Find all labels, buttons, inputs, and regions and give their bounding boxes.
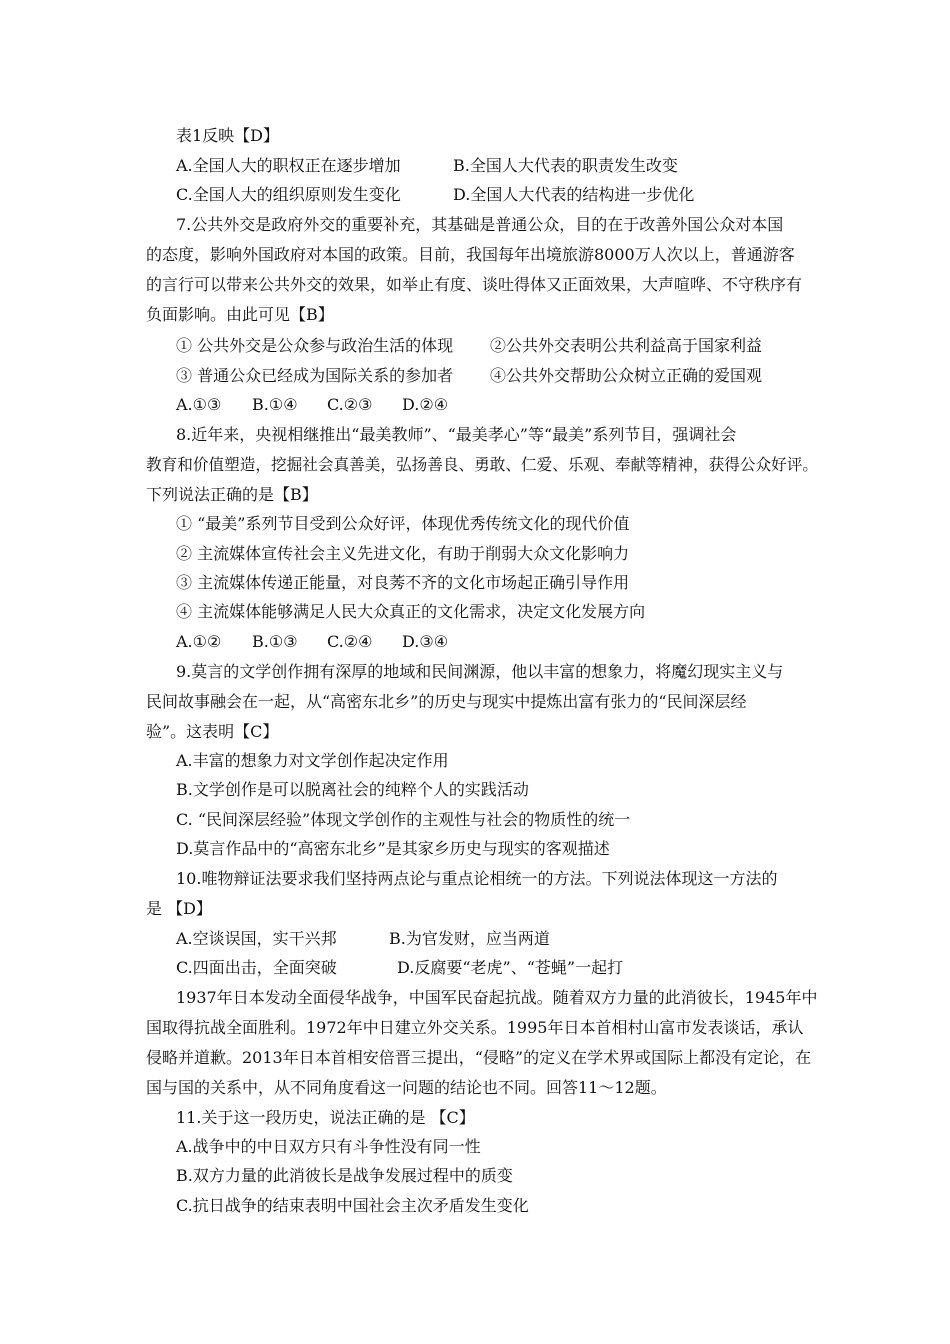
q8-stem-line-2: 教育和价值塑造，挖掘社会真善美，弘扬善良、勇敢、仁爱、乐观、奉献等精神，获得公众好评。 (146, 455, 818, 474)
q7-stem-line-1: 7.公共外交是政府外交的重要补充，其基础是普通公众，目的在于改善外国公众对本国 (176, 215, 784, 234)
q8-statement-4: ④ 主流媒体能够满足人民大众真正的文化需求，决定文化发展方向 (176, 602, 646, 621)
q10-option-c: C.四面出击，全面突破 (176, 958, 337, 977)
q8-stem-line-3: 下列说法正确的是【B】 (146, 485, 318, 504)
q7-statement-4: ④公共外交帮助公众树立正确的爱国观 (490, 366, 763, 385)
q7-stem-line-3: 的言行可以带来公共外交的效果，如举止有度、谈吐得体又正面效果，大声喧哗、不守秩序有 (146, 275, 803, 294)
q9-stem-line-2: 民间故事融会在一起，从“高密东北乡”的历史与现实中提炼出富有张力的“民间深层经 (146, 692, 747, 711)
q9-stem-line-1: 9.莫言的文学创作拥有深厚的地域和民间渊源，他以丰富的想象力，将魔幻现实主义与 (176, 662, 784, 681)
table-reference-line: 表1反映【D】 (176, 126, 280, 145)
q8-statement-2: ② 主流媒体宣传社会主义先进文化，有助于削弱大众文化影响力 (176, 544, 630, 563)
q8-option-a: A.①② (176, 632, 222, 651)
passage-line-3: 侵略并道歉。2013年日本首相安倍晋三提出，“侵略”的定义在学术界或国际上都没有定论，在 (146, 1048, 812, 1067)
q8-statement-3: ③ 主流媒体传递正能量，对良莠不齐的文化市场起正确引导作用 (176, 573, 630, 592)
passage-line-4: 国与国的关系中，从不同角度看这一问题的结论也不同。回答11～12题。 (146, 1078, 667, 1097)
q11-option-a: A.战争中的中日双方只有斗争性没有同一性 (176, 1137, 481, 1156)
q7-stem-line-4: 负面影响。由此可见【B】 (146, 305, 334, 324)
q6-option-c: C.全国人大的组织原则发生变化 (176, 185, 401, 204)
q11-stem: 11.关于这一段历史，说法正确的是 【C】 (176, 1108, 475, 1127)
q11-option-c: C.抗日战争的结束表明中国社会主次矛盾发生变化 (176, 1196, 529, 1215)
passage-line-1: 1937年日本发动全面侵华战争，中国军民奋起抗战。随着双方力量的此消彼长，1945年中 (176, 988, 818, 1007)
q7-statement-1: ① 公共外交是公众参与政治生活的体现 (176, 336, 454, 355)
q9-stem-line-3: 验”。这表明【C】 (146, 722, 279, 741)
q8-stem-line-1: 8.近年来，央视相继推出“最美教师”、“最美孝心”等“最美”系列节目，强调社会 (176, 425, 737, 444)
q9-option-d: D.莫言作品中的“高密东北乡”是其家乡历史与现实的客观描述 (176, 839, 610, 858)
q8-option-b: B.①③ (252, 632, 298, 651)
q8-option-c: C.②④ (327, 632, 373, 651)
q7-statement-2: ②公共外交表明公共利益高于国家利益 (490, 336, 763, 355)
q11-option-b: B.双方力量的此消彼长是战争发展过程中的质变 (176, 1166, 513, 1185)
q10-option-b: B.为官发财，应当两道 (389, 929, 550, 948)
q10-stem-line-1: 10.唯物辩证法要求我们坚持两点论与重点论相统一的方法。下列说法体现这一方法的 (176, 869, 778, 888)
q6-option-b: B.全国人大代表的职责发生改变 (453, 156, 678, 175)
q9-option-a: A.丰富的想象力对文学创作起决定作用 (176, 751, 449, 770)
passage-line-2: 国取得抗战全面胜利。1972年中日建立外交关系。1995年日本首相村山富市发表谈话，承认 (146, 1018, 804, 1037)
q9-option-c: C. “民间深层经验”体现文学创作的主观性与社会的物质性的统一 (176, 810, 631, 829)
q10-option-d: D.反腐要“老虎”、“苍蝇”一起打 (397, 958, 624, 977)
q10-stem-line-2: 是 【D】 (146, 899, 212, 918)
q8-statement-1: ① “最美”系列节目受到公众好评，体现优秀传统文化的现代价值 (176, 514, 630, 533)
q7-option-c: C.②③ (327, 395, 373, 414)
q9-option-b: B.文学创作是可以脱离社会的纯粹个人的实践活动 (176, 780, 529, 799)
q7-statement-3: ③ 普通公众已经成为国际关系的参加者 (176, 366, 454, 385)
q7-option-a: A.①③ (176, 395, 222, 414)
q6-option-a: A.全国人大的职权正在逐步增加 (176, 156, 401, 175)
q7-stem-line-2: 的态度，影响外国政府对本国的政策。目前，我国每年出境旅游8000万人次以上，普通游客 (146, 245, 795, 264)
q6-option-d: D.全国人大代表的结构进一步优化 (453, 185, 695, 204)
q10-option-a: A.空谈误国，实干兴邦 (176, 929, 337, 948)
q8-option-d: D.③④ (402, 632, 449, 651)
q7-option-b: B.①④ (252, 395, 298, 414)
q7-option-d: D.②④ (402, 395, 449, 414)
